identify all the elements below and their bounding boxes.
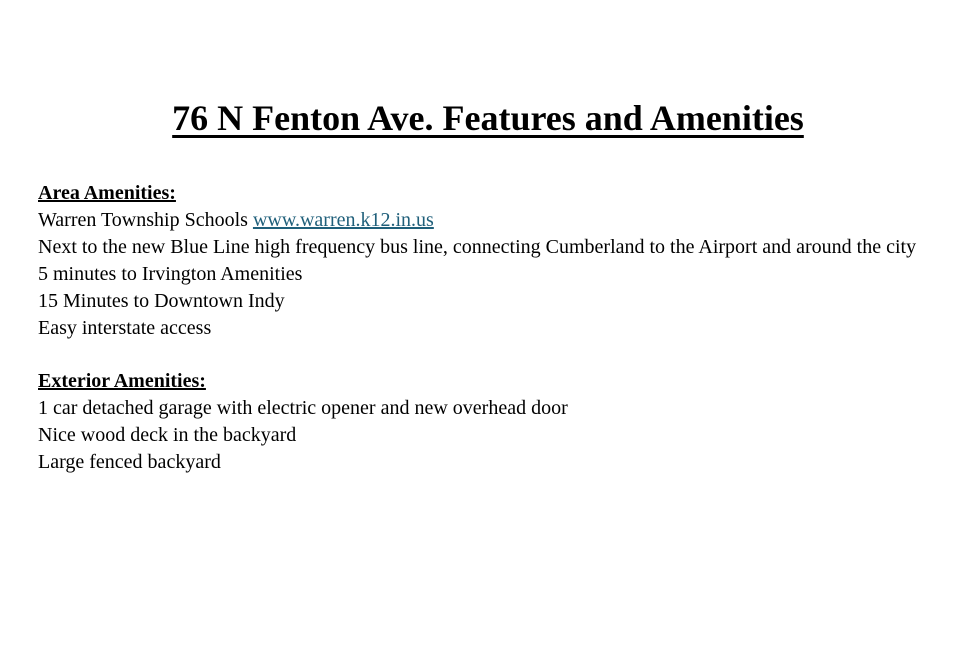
area-amenities-section [38,180,928,342]
exterior-amenity-item: 1 car detached garage with electric opener and new overhead door [38,397,568,419]
area-amenities-heading: Area Amenities: [38,182,176,204]
schools-label: Warren Township Schools [38,209,248,231]
schools-line [38,207,928,234]
exterior-amenity-item: Nice wood deck in the backyard [38,424,297,446]
area-amenity-item: 5 minutes to Irvington Amenities [38,263,303,285]
exterior-amenity-item: Large fenced backyard [38,451,221,473]
area-amenity-item: 15 Minutes to Downtown Indy [38,290,285,312]
area-amenity-item: Next to the new Blue Line high frequency bus line, connecting Cumberland to the Airport and around the city [38,236,917,258]
schools-link[interactable]: www.warren.k12.in.us [252,209,434,231]
page-title: 76 N Fenton Ave. Features and Amenities [172,98,804,138]
area-amenity-item: Easy interstate access [38,317,212,339]
section-spacer [38,342,928,368]
exterior-amenities-section [38,368,928,476]
document-body [38,180,928,476]
exterior-amenities-heading: Exterior Amenities: [38,370,206,392]
